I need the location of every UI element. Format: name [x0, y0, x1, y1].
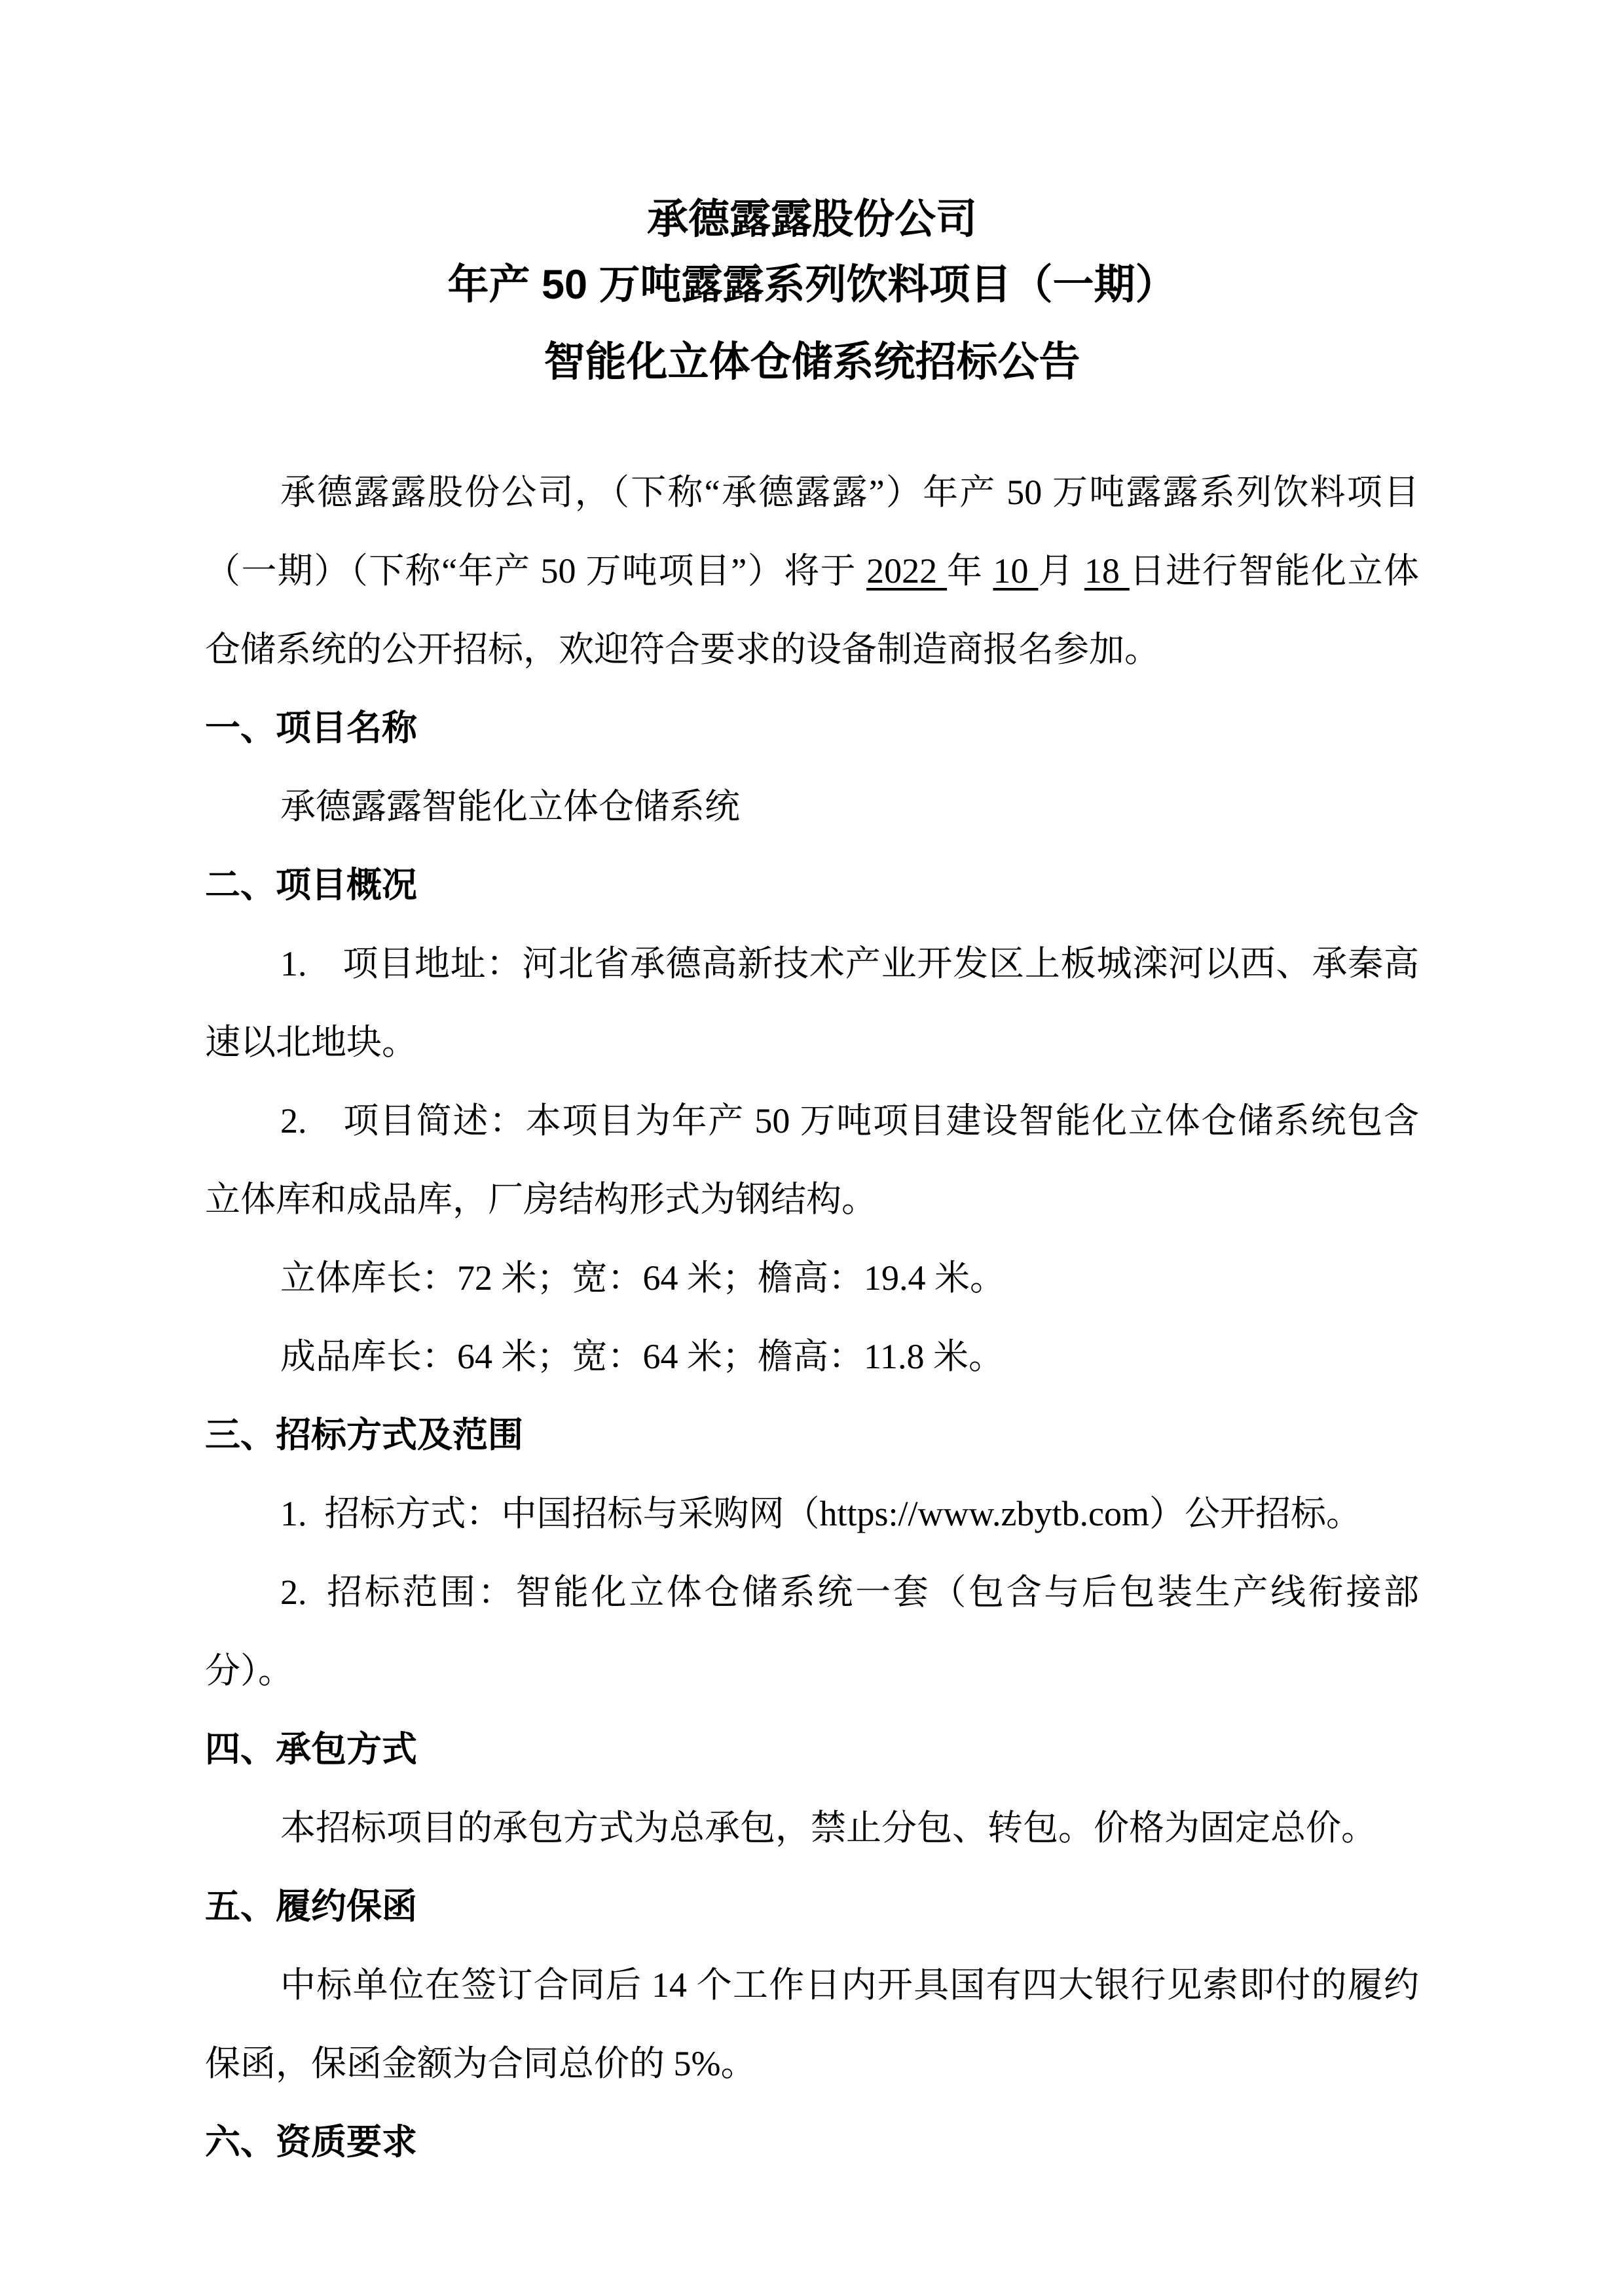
- document-title-block: [205, 187, 1419, 395]
- project-name-paragraph: 承德露露智能化立体仓储系统: [280, 787, 740, 826]
- bidding-method-paragraph: 1. 招标方式：中国招标与采购网（https://www.zbytb.com）公开招标。: [280, 1494, 1361, 1533]
- intro-text-before-year: 承德露露股份公司，（下称“承德露露”）年产 50 万吨露露系列饮料项目（一期）（下称“年产 50 万吨项目”）将于: [205, 473, 1419, 591]
- underlined-day: 18: [1084, 551, 1130, 591]
- intro-month-unit: 月: [1038, 551, 1084, 591]
- underlined-month: 10: [993, 551, 1039, 591]
- performance-guarantee-paragraph: 中标单位在签订合同后 14 个工作日内开具国有四大银行见索即付的履约保函，保函金额为合同总价的 5%。: [205, 1965, 1419, 2083]
- doc-title-line2: 年产 50 万吨露露系列饮料项目（一期）: [447, 262, 1177, 308]
- underlined-year: 2022: [866, 551, 948, 591]
- finished-goods-warehouse-dimensions: 成品库长：64 米；宽：64 米；檐高：11.8 米。: [280, 1337, 1004, 1376]
- intro-year-unit: 年: [947, 551, 993, 591]
- stereo-warehouse-dimensions: 立体库长：72 米；宽：64 米；檐高：19.4 米。: [280, 1258, 1005, 1298]
- contract-method-paragraph: 本招标项目的承包方式为总承包，禁止分包、转包。价格为固定总价。: [280, 1808, 1376, 1848]
- project-address-paragraph: 1. 项目地址：河北省承德高新技术产业开发区上板城滦河以西、承秦高速以北地块。: [205, 944, 1419, 1062]
- section-heading-project-name: 一、项目名称: [205, 708, 417, 748]
- doc-title-line1: 承德露露股份公司: [647, 196, 977, 242]
- project-description-paragraph: 2. 项目简述：本项目为年产 50 万吨项目建设智能化立体仓储系统包含立体库和成品库，厂房结构形式为钢结构。: [205, 1101, 1419, 1219]
- section-heading-qualification-requirements: 六、资质要求: [205, 2123, 417, 2162]
- section-heading-contract-method: 四、承包方式: [205, 1730, 417, 1769]
- section-heading-performance-guarantee: 五、履约保函: [205, 1887, 417, 1926]
- section-heading-bidding-method: 三、招标方式及范围: [205, 1415, 523, 1455]
- intro-paragraph: [205, 453, 1419, 689]
- bidding-scope-paragraph: 2. 招标范围：智能化立体仓储系统一套（包含与后包装生产线衔接部分）。: [205, 1573, 1419, 1690]
- document-body: [205, 453, 1419, 2181]
- intro-text-after-day: 日进行智能化立体仓储系统的公开招标，欢迎符合要求的设备制造商报名参加。: [205, 551, 1420, 669]
- doc-title-line3: 智能化立体仓储系统招标公告: [544, 339, 1080, 385]
- section-heading-project-overview: 二、项目概况: [205, 866, 417, 905]
